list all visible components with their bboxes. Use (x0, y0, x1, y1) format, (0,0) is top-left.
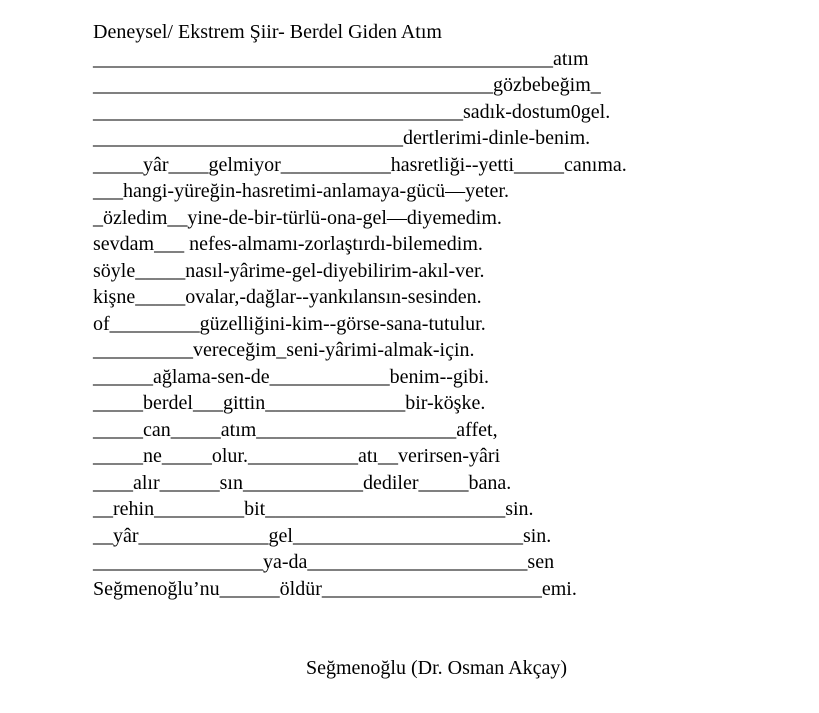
poem-line: ______ağlama-sen-de____________benim--gibi. (93, 365, 490, 388)
poem-line: __________vereceğim_seni-yârimi-almak-için. (93, 339, 475, 361)
poem-line: of_________güzelliğini-kim--görse-sana-tutulur. (93, 312, 486, 335)
poem-line: _________________ya-da______________________sen (93, 551, 555, 573)
poem-line: _özledim__yine-de-bir-türlü-ona-gel—diyemedim. (93, 206, 502, 229)
poem-line: _____________________________________sadık-dostum0gel. (93, 100, 611, 123)
poem-title: Deneysel/ Ekstrem Şiir- Berdel Giden Atım (93, 21, 442, 43)
poem-line: _______________________________dertlerimi-dinle-benim. (93, 127, 591, 149)
poem-line: sevdam___ nefes-almamı-zorlaştırdı-bilemedim. (93, 233, 483, 255)
poem-line: Seğmenoğlu’nu______öldür______________________emi. (93, 577, 577, 600)
poem-line: ________________________________________gözbebeğim_ (93, 74, 601, 96)
poem-line: söyle_____nasıl-yârime-gel-diyebilirim-akıl-ver. (93, 259, 485, 282)
poem-line: _____yâr____gelmiyor___________hasretliği--yetti_____canıma. (93, 153, 627, 176)
poem-line: __yâr_____________gel_______________________sin. (93, 524, 552, 547)
poem-line: __rehin_________bit________________________sin. (93, 498, 534, 520)
poem-line: _____can_____atım____________________affet, (93, 418, 498, 441)
author-signature: Seğmenoğlu (Dr. Osman Akçay) (306, 657, 568, 679)
poem-line: ___hangi-yüreğin-hasretimi-anlamaya-gücü—yeter. (93, 180, 509, 202)
poem-line: _____ne_____olur.___________atı__verirsen-yâri (93, 445, 501, 467)
poem-line: ______________________________________________atım (93, 47, 589, 70)
poem-line: _____berdel___gittin______________bir-köşke. (93, 392, 486, 414)
poem-line: kişne_____ovalar,-dağlar--yankılansın-sesinden. (93, 286, 482, 308)
poem-line: ____alır______sın____________dediler_____bana. (93, 471, 512, 494)
poem-document (93, 19, 793, 602)
